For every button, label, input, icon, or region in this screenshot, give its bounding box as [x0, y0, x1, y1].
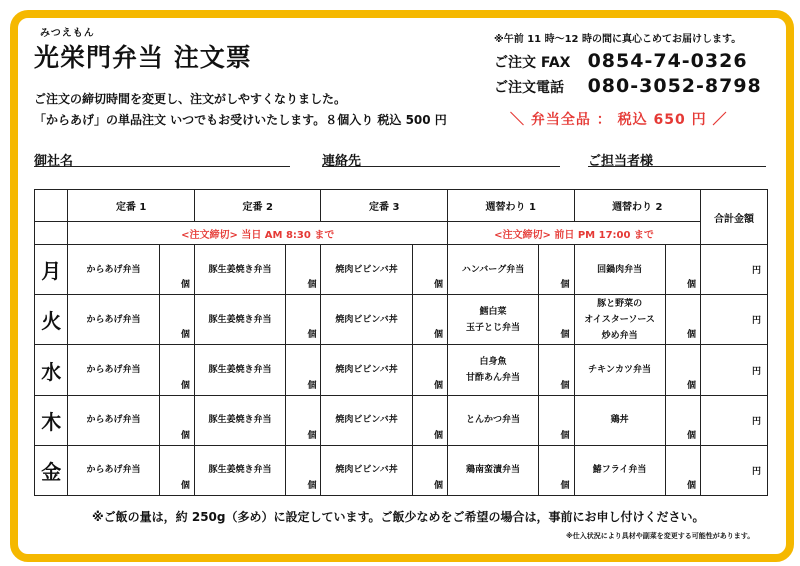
day-label: 火: [35, 295, 68, 345]
quantity-cell[interactable]: 個: [412, 245, 447, 295]
menu-item-line: 豚と野菜の: [597, 298, 643, 309]
quantity-cell[interactable]: 個: [539, 345, 574, 395]
menu-item-line: からあげ弁当: [86, 415, 141, 426]
day-label: 金: [35, 445, 68, 495]
menu-item-line: 鶏南蛮漬弁当: [466, 465, 521, 476]
menu-item: [68, 245, 159, 295]
corner-cell: [35, 190, 68, 222]
deadline-weekly: <注文締切> 前日 PM 17:00 まで: [448, 222, 701, 245]
menu-item: [321, 445, 412, 495]
menu-item-line: 焼肉ビビンバ丼: [335, 465, 398, 476]
day-row: [35, 345, 768, 395]
menu-header: 定番 2: [194, 190, 321, 222]
representative-field[interactable]: ご担当者様: [588, 150, 766, 167]
menu-item: [321, 395, 412, 445]
menu-item-line: 焼肉ビビンバ丼: [335, 365, 398, 376]
quantity-cell[interactable]: 個: [665, 245, 700, 295]
menu-item-line: 豚生姜焼き弁当: [208, 314, 272, 325]
menu-item: [321, 245, 412, 295]
menu-header: 週替わり 2: [574, 190, 701, 222]
menu-item: [68, 345, 159, 395]
order-table: [34, 189, 768, 496]
menu-item-line: 回鍋肉弁当: [597, 264, 643, 275]
total-cell[interactable]: 円: [701, 295, 768, 345]
header-row: [35, 190, 768, 222]
delivery-hours: ※午前 11 時～12 時の間に真心こめてお届けします。: [494, 34, 742, 45]
menu-item: [321, 295, 412, 345]
quantity-cell[interactable]: 個: [412, 395, 447, 445]
menu-item: [68, 445, 159, 495]
menu-item-line: 鰆フライ弁当: [592, 465, 647, 476]
menu-item-line: からあげ弁当: [86, 465, 141, 476]
quantity-cell[interactable]: 個: [286, 245, 321, 295]
menu-item-line: 焼肉ビビンバ丼: [335, 314, 398, 325]
quantity-cell[interactable]: 個: [539, 295, 574, 345]
quantity-cell[interactable]: 個: [159, 395, 194, 445]
menu-item: [448, 345, 539, 395]
menu-item-line: からあげ弁当: [86, 264, 141, 275]
quantity-cell[interactable]: 個: [286, 395, 321, 445]
menu-item: [574, 245, 665, 295]
quantity-cell[interactable]: 個: [286, 295, 321, 345]
tel-label: ご注文電話: [494, 80, 564, 96]
quantity-cell[interactable]: 個: [665, 345, 700, 395]
menu-header: 定番 1: [68, 190, 195, 222]
menu-item: [574, 445, 665, 495]
menu-header: 定番 3: [321, 190, 448, 222]
menu-item: [194, 345, 285, 395]
quantity-cell[interactable]: 個: [539, 395, 574, 445]
menu-item: [448, 395, 539, 445]
day-label: 水: [35, 345, 68, 395]
rice-footnote: ※ご飯の量は，約 250g（多め）に設定しています。ご飯少なめをご希望の場合は，事前にお申し付けください。: [92, 510, 705, 524]
day-row: [35, 445, 768, 495]
menu-item-line: 豚生姜焼き弁当: [208, 365, 272, 376]
menu-header: 週替わり 1: [448, 190, 575, 222]
intro-line-1: ご注文の締切時間を変更し、注文がしやすくなりました。: [34, 92, 347, 106]
day-row: [35, 395, 768, 445]
menu-item: [574, 395, 665, 445]
intro-line-2: 「からあげ」の単品注文 いつでもお受けいたします。８個入り 税込 500 円: [34, 113, 447, 127]
menu-item: [448, 295, 539, 345]
quantity-cell[interactable]: 個: [412, 445, 447, 495]
menu-item: [194, 295, 285, 345]
quantity-cell[interactable]: 個: [159, 345, 194, 395]
quantity-cell[interactable]: 個: [159, 245, 194, 295]
menu-item-line: 豚生姜焼き弁当: [208, 264, 272, 275]
quantity-cell[interactable]: 個: [412, 345, 447, 395]
menu-item-line: 豚生姜焼き弁当: [208, 465, 272, 476]
menu-item: [574, 345, 665, 395]
menu-item-line: からあげ弁当: [86, 314, 141, 325]
menu-item: [68, 295, 159, 345]
order-table-body: [35, 190, 768, 496]
menu-item-line: からあげ弁当: [86, 365, 141, 376]
day-row: [35, 295, 768, 345]
total-cell[interactable]: 円: [701, 345, 768, 395]
price-banner: ＼ 弁当全品 ： 税込 650 円 ／: [510, 112, 728, 128]
fax-row: [494, 50, 748, 72]
quantity-cell[interactable]: 個: [665, 445, 700, 495]
fax-label: ご注文 FAX: [494, 55, 571, 71]
menu-item-line: チキンカツ弁当: [588, 365, 652, 376]
company-field[interactable]: 御社名: [34, 150, 290, 167]
quantity-cell[interactable]: 個: [286, 345, 321, 395]
ingredient-note: ※仕入状況により具材や副菜を変更する可能性があります。: [566, 532, 755, 540]
menu-item-line: とんかつ弁当: [466, 415, 521, 426]
tel-row: [494, 75, 762, 97]
menu-item-line: 甘酢あん弁当: [466, 373, 521, 384]
contact-field[interactable]: 連絡先: [322, 150, 560, 167]
menu-item-line: 鱈白菜: [479, 306, 507, 317]
menu-item: [448, 245, 539, 295]
menu-item-line: 玉子とじ弁当: [466, 322, 521, 333]
menu-item-line: オイスターソース: [584, 314, 655, 325]
menu-item-line: 豚生姜焼き弁当: [208, 415, 272, 426]
total-cell[interactable]: 円: [701, 245, 768, 295]
quantity-cell[interactable]: 個: [539, 245, 574, 295]
menu-item: [194, 395, 285, 445]
menu-item-line: 白身魚: [479, 357, 507, 368]
menu-item: [448, 445, 539, 495]
deadline-regular: <注文締切> 当日 AM 8:30 まで: [68, 222, 448, 245]
quantity-cell[interactable]: 個: [665, 395, 700, 445]
day-label: 木: [35, 395, 68, 445]
quantity-cell[interactable]: 個: [412, 295, 447, 345]
day-row: [35, 245, 768, 295]
menu-item-line: 焼肉ビビンバ丼: [335, 264, 398, 275]
menu-item: [194, 445, 285, 495]
menu-item-line: 鶏丼: [610, 415, 629, 426]
total-header: 合計金額: [701, 190, 768, 245]
menu-item: [68, 395, 159, 445]
menu-item-line: 焼肉ビビンバ丼: [335, 415, 398, 426]
quantity-cell[interactable]: 個: [665, 295, 700, 345]
menu-item-line: 炒め弁当: [601, 330, 638, 341]
title-ruby: みつえもん: [40, 28, 95, 39]
total-cell[interactable]: 円: [701, 445, 768, 495]
total-cell[interactable]: 円: [701, 395, 768, 445]
quantity-cell[interactable]: 個: [159, 295, 194, 345]
menu-item: [321, 345, 412, 395]
menu-item: [194, 245, 285, 295]
day-label: 月: [35, 245, 68, 295]
deadline-corner: [35, 222, 68, 245]
menu-item-line: ハンバーグ弁当: [461, 264, 525, 275]
tel-number: 080-3052-8798: [587, 75, 762, 97]
fax-number: 0854-74-0326: [587, 50, 748, 72]
quantity-cell[interactable]: 個: [159, 445, 194, 495]
quantity-cell[interactable]: 個: [286, 445, 321, 495]
quantity-cell[interactable]: 個: [539, 445, 574, 495]
page-title: 光栄門弁当 注文票: [34, 43, 252, 72]
menu-item: [574, 295, 665, 345]
deadline-row: [35, 222, 768, 245]
